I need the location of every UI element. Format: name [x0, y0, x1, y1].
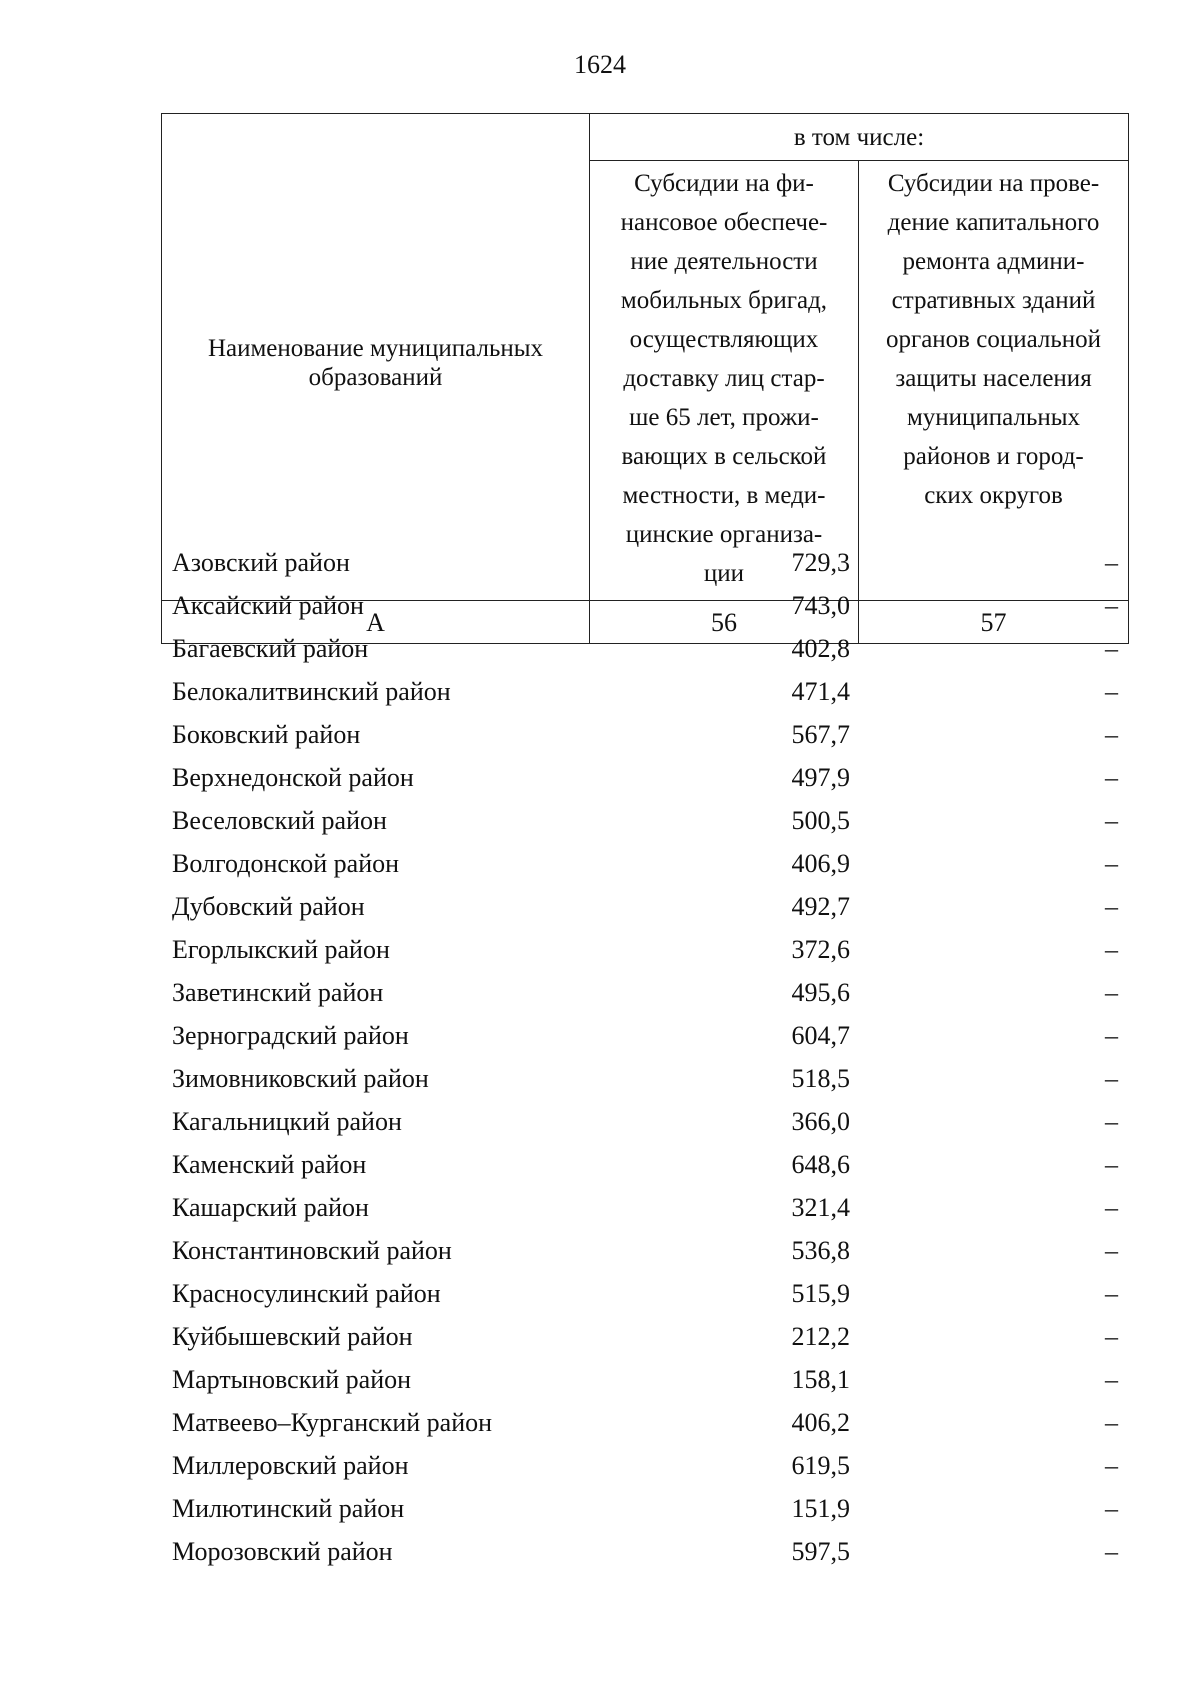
table-row — [161, 1531, 1128, 1574]
value-col-56: 372,6 — [791, 935, 850, 964]
value-col-57: – — [1105, 1365, 1118, 1394]
value-col-57: – — [1105, 1494, 1118, 1523]
value-col-56: 492,7 — [791, 892, 850, 921]
municipality-name: Матвеево–Курганский район — [172, 1408, 493, 1437]
column-header-57 — [859, 161, 1129, 601]
value-col-57: – — [1105, 1107, 1118, 1136]
municipality-name: Кашарский район — [172, 1193, 369, 1222]
table-row — [161, 1015, 1128, 1058]
table-row — [161, 1187, 1128, 1230]
table-row — [161, 886, 1128, 929]
municipality-name: Верхнедонской район — [172, 763, 414, 792]
value-col-57: – — [1105, 634, 1118, 663]
value-col-57: – — [1105, 1537, 1118, 1566]
value-col-57: – — [1105, 548, 1118, 577]
value-col-57: – — [1105, 1236, 1118, 1265]
table-row — [161, 542, 1128, 585]
municipality-name: Каменский район — [172, 1150, 367, 1179]
table-row — [161, 628, 1128, 671]
municipality-name: Константиновский район — [172, 1236, 452, 1265]
column-group-label: в том числе: — [793, 123, 925, 151]
municipality-name: Милютинский район — [172, 1494, 405, 1523]
municipality-name: Веселовский район — [172, 806, 387, 835]
table-row — [161, 1445, 1128, 1488]
value-col-56: 729,3 — [791, 548, 850, 577]
value-col-57: – — [1105, 849, 1118, 878]
value-col-56: 406,2 — [791, 1408, 850, 1437]
value-col-57: – — [1105, 1021, 1118, 1050]
value-col-56: 619,5 — [791, 1451, 850, 1480]
municipality-name: Красносулинский район — [172, 1279, 441, 1308]
municipality-name: Аксайский район — [172, 591, 364, 620]
page-number: 1624 — [574, 50, 626, 79]
table-row — [161, 1402, 1128, 1445]
value-col-57: – — [1105, 1150, 1118, 1179]
value-col-57: – — [1105, 1451, 1118, 1480]
column-header-56 — [590, 161, 859, 601]
municipality-name: Егорлыкский район — [172, 935, 390, 964]
value-col-57: – — [1105, 1408, 1118, 1437]
value-col-56: 366,0 — [791, 1107, 850, 1136]
municipality-name: Кагальницкий район — [172, 1107, 402, 1136]
table-row — [161, 714, 1128, 757]
table-row — [161, 585, 1128, 628]
municipality-name: Белокалитвинский район — [172, 677, 451, 706]
table-row — [161, 1101, 1128, 1144]
table-body — [161, 542, 1128, 1574]
column-header-57-label: Субсидии на прове- дение капитального ремонта админи- стративных зданий органов социальной защиты населения муниципальных районов и город- ских округов — [885, 170, 1102, 509]
column-number-a: А — [162, 601, 590, 644]
table-row — [161, 1230, 1128, 1273]
municipality-name: Азовский район — [172, 548, 350, 577]
value-col-56: 406,9 — [791, 849, 850, 878]
value-col-56: 604,7 — [791, 1021, 850, 1050]
value-col-56: 597,5 — [791, 1537, 850, 1566]
table-row — [161, 800, 1128, 843]
municipality-name: Волгодонской район — [172, 849, 400, 878]
municipality-name: Заветинский район — [172, 978, 384, 1007]
value-col-57: – — [1105, 935, 1118, 964]
value-col-56: 497,9 — [791, 763, 850, 792]
column-group-header — [590, 114, 1129, 161]
value-col-57: – — [1105, 1064, 1118, 1093]
table-row — [161, 843, 1128, 886]
column-number-57: 57 — [859, 601, 1129, 644]
value-col-57: – — [1105, 978, 1118, 1007]
table-row — [161, 1273, 1128, 1316]
value-col-56: 321,4 — [791, 1193, 850, 1222]
municipality-name: Зерноградский район — [172, 1021, 409, 1050]
table-row — [161, 1488, 1128, 1531]
column-number-56: 56 — [590, 601, 859, 644]
value-col-56: 471,4 — [791, 677, 850, 706]
municipality-name: Зимовниковский район — [172, 1064, 429, 1093]
municipality-name: Боковский район — [172, 720, 361, 749]
table-row — [161, 757, 1128, 800]
value-col-57: – — [1105, 806, 1118, 835]
value-col-57: – — [1105, 892, 1118, 921]
table-row — [161, 1058, 1128, 1101]
municipality-name: Морозовский район — [172, 1537, 393, 1566]
table-row — [161, 1144, 1128, 1187]
municipality-name: Багаевский район — [172, 634, 369, 663]
value-col-56: 567,7 — [791, 720, 850, 749]
value-col-57: – — [1105, 1322, 1118, 1351]
municipality-name: Миллеровский район — [172, 1451, 409, 1480]
table-row — [161, 1316, 1128, 1359]
municipality-name: Куйбышевский район — [172, 1322, 413, 1351]
column-header-municipality — [162, 114, 590, 601]
value-col-56: 495,6 — [791, 978, 850, 1007]
value-col-57: – — [1105, 1193, 1118, 1222]
value-col-56: 536,8 — [791, 1236, 850, 1265]
value-col-56: 518,5 — [791, 1064, 850, 1093]
table-row — [161, 972, 1128, 1015]
table-row — [161, 1359, 1128, 1402]
value-col-56: 500,5 — [791, 806, 850, 835]
value-col-57: – — [1105, 1279, 1118, 1308]
value-col-57: – — [1105, 677, 1118, 706]
value-col-56: 212,2 — [791, 1322, 850, 1351]
value-col-56: 402,8 — [791, 634, 850, 663]
municipality-name: Мартыновский район — [172, 1365, 412, 1394]
municipality-name: Дубовский район — [172, 892, 365, 921]
value-col-56: 158,1 — [791, 1365, 850, 1394]
value-col-56: 743,0 — [791, 591, 850, 620]
value-col-56: 648,6 — [791, 1150, 850, 1179]
value-col-57: – — [1105, 591, 1118, 620]
value-col-56: 151,9 — [791, 1494, 850, 1523]
table-row — [161, 671, 1128, 714]
column-header-56-label: Субсидии на фи- нансовое обеспече- ние деятельности мобильных бригад, осуществляющих доставку лиц стар- ше 65 лет, прожи- вающих в сельской местности, в меди- цинские организа- ции — [620, 170, 828, 587]
value-col-57: – — [1105, 763, 1118, 792]
table-row — [161, 929, 1128, 972]
value-col-57: – — [1105, 720, 1118, 749]
value-col-56: 515,9 — [791, 1279, 850, 1308]
column-header-municipality-label: Наименование муниципальных образований — [207, 335, 544, 391]
